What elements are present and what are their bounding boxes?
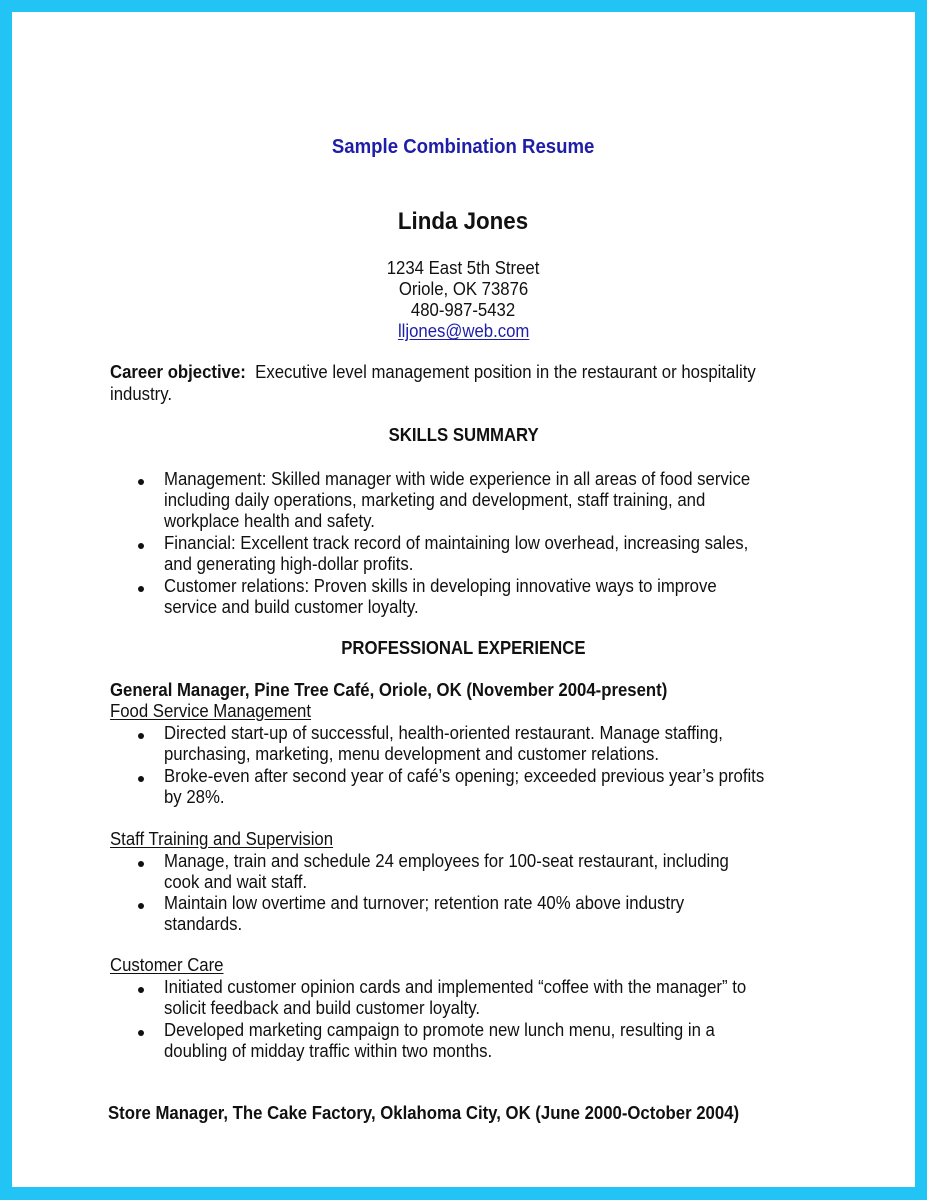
document-title[interactable] <box>12 136 915 159</box>
career-objective-text: Executive level management position in the restaurant or hospitality <box>255 362 756 382</box>
bullet-icon <box>138 987 144 993</box>
address-line-2: Oriole, OK 73876 <box>398 279 529 299</box>
bullet-icon <box>138 733 144 739</box>
email-link[interactable] <box>12 321 915 342</box>
subhead-staff-training: Staff Training and Supervision <box>110 829 334 849</box>
bullet-icon <box>138 543 144 549</box>
address-line-1: 1234 East 5th Street <box>387 258 540 278</box>
career-objective-label: Career objective: <box>110 362 246 382</box>
bullet-icon <box>138 861 144 867</box>
professional-experience-heading: PROFESSIONAL EXPERIENCE <box>341 638 586 658</box>
career-objective-continued: industry. <box>110 384 173 404</box>
job-title-cake-factory: Store Manager, The Cake Factory, Oklahoma City, OK (June 2000-October 2004) <box>108 1103 740 1123</box>
resume-page: Sample Combination Resume Linda Jones 1234 East 5th Street Oriole, OK 73876 480-987-5432 lljones@web.com Career objective: Executive level management position in the restaurant or hospitality industry. SKILLS SUMMARY Management: Skilled manager with wide experience in all areas of food service including daily operations, marketing and development, staff training, and workplace health and safety. Financial: Excellent track record of maintaining low overhead, increasing sales, and generating high-dollar profits. Customer relations: Proven skills in developing innovative ways to improve service and build customer loyalty. PROFESSIONAL EXPERIENCE General Manager, Pine Tree Café, Oriole, OK (November 2004-present) Food Service Management Directed start-up of successful, health-oriented restaurant. Manage staffing, purchasing, marketing, menu development and customer relations. Broke-even after second year of café’s opening; exceeded previous year’s profits by 28%. Staff Training and Supervision Manage, train and schedule 24 employees for 100-seat restaurant, including cook and wait staff. Maintain low overtime and turnover; retention rate 40% above industry standards. Customer Care Initiated customer opinion cards and implemented “coffee with the manager” to solicit feedback and build customer loyalty. Developed marketing campaign to promote new lunch menu, resulting in a doubling of midday traffic within two months. Store Manager, The Cake Factory, Oklahoma City, OK (June 2000-October 2004) <box>12 12 915 1187</box>
bullet-icon <box>138 586 144 592</box>
list-item: Directed start-up of successful, health-oriented restaurant. Manage staffing, <box>164 723 723 743</box>
list-item: Broke-even after second year of café’s opening; exceeded previous year’s profits <box>164 766 765 786</box>
job-title: General Manager, Pine Tree Café, Oriole, OK (November 2004-present) <box>110 680 668 700</box>
list-item: Manage, train and schedule 24 employees for 100-seat restaurant, including <box>164 851 729 871</box>
career-objective <box>110 362 804 384</box>
skills-summary-heading: SKILLS SUMMARY <box>388 425 539 445</box>
list-item: Initiated customer opinion cards and implemented “coffee with the manager” to <box>164 977 747 997</box>
bullet-icon <box>138 776 144 782</box>
subhead-customer-care: Customer Care <box>110 955 224 975</box>
bullet-icon <box>138 1030 144 1036</box>
list-item: Developed marketing campaign to promote new lunch menu, resulting in a <box>164 1020 715 1040</box>
bullet-icon <box>138 479 144 485</box>
email-link-text[interactable]: lljones@web.com <box>397 321 530 341</box>
applicant-name: Linda Jones <box>398 208 529 235</box>
list-item: Maintain low overtime and turnover; retention rate 40% above industry <box>164 893 685 913</box>
frame-bottom-border <box>0 1187 927 1200</box>
phone-number: 480-987-5432 <box>411 300 516 320</box>
subhead-food-service-management: Food Service Management <box>110 701 311 721</box>
document-title-text: Sample Combination Resume <box>332 136 595 158</box>
bullet-icon <box>138 903 144 909</box>
